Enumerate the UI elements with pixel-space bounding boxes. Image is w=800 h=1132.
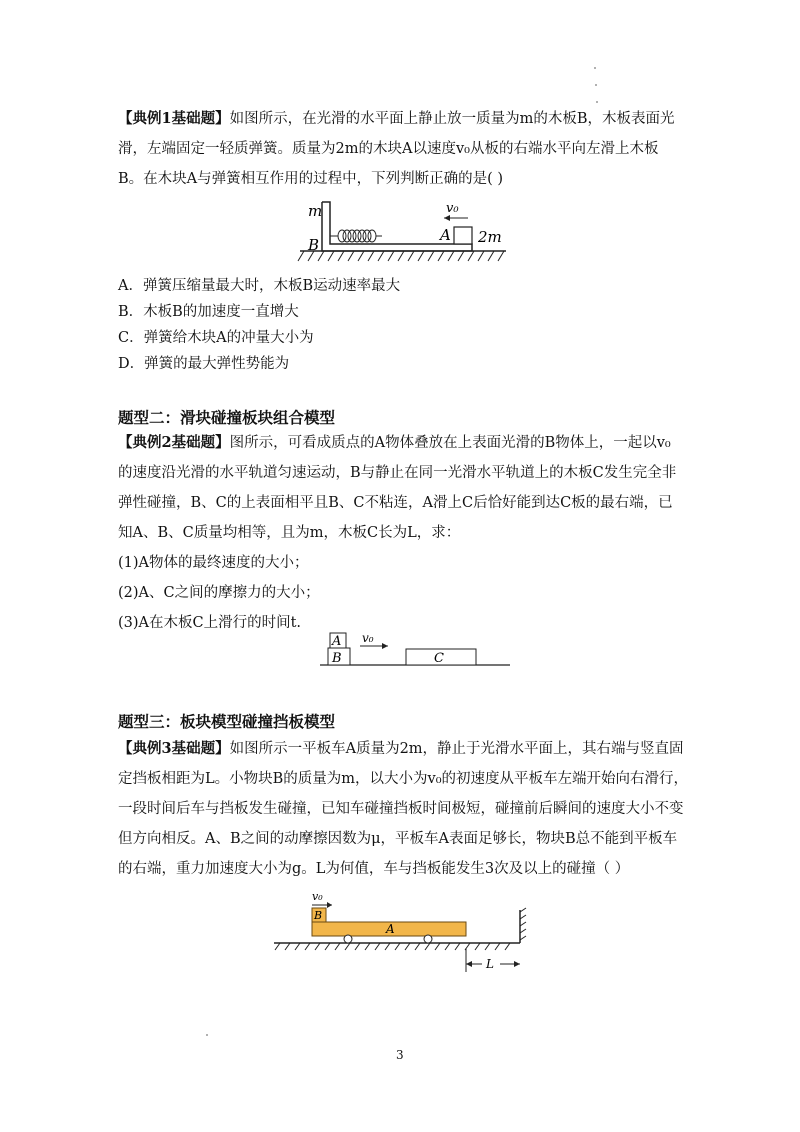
label-c: C	[434, 651, 444, 666]
ex1-paragraph	[118, 104, 678, 194]
ex2-line2: 的速度沿光滑的水平轨道匀速运动，B与静止在同一光滑水平轨道上的木板C发生完全非	[118, 465, 677, 481]
ex2-paragraph	[118, 428, 678, 638]
ex1-tag: 【典例1基础题】	[118, 110, 230, 127]
ex1-option-d: D．弹簧的最大弹性势能为	[118, 356, 290, 372]
decor-dot	[594, 67, 596, 69]
label-b3: B	[314, 909, 323, 922]
section2-title: 题型二：滑块碰撞板块组合模型	[118, 408, 336, 427]
ex2-line1: 图所示，可看成质点的A物体叠放在上表面光滑的B物体上，一起以v₀	[229, 435, 671, 451]
arrow-right-icon	[382, 643, 388, 649]
ex3-tag: 【典例3基础题】	[118, 740, 230, 757]
ex2-q1: (1)A物体的最终速度的大小；	[118, 555, 309, 571]
label-b2: B	[332, 651, 342, 666]
ex2-q2: (2)A、C之间的摩擦力的大小；	[118, 585, 320, 601]
wheel	[424, 935, 432, 943]
page-number: 3	[396, 1048, 404, 1062]
ex2-figure	[320, 630, 520, 670]
label-a: A	[440, 226, 451, 244]
decor-dot	[595, 84, 597, 86]
section3-title: 题型三：板块模型碰撞挡板模型	[118, 712, 336, 731]
ex1-figure	[298, 198, 518, 268]
arrow-right-icon	[327, 902, 332, 908]
ex3-figure	[270, 888, 540, 973]
label-m: m	[308, 202, 323, 220]
ex3-paragraph	[118, 734, 689, 884]
ex1-line2: 滑，左端固定一轻质弹簧。质量为2m的木块A以速度v₀从板的右端水平向左滑上木板	[118, 141, 659, 157]
label-l: L	[486, 957, 494, 971]
ex2-line4: 知A、B、C质量均相等，且为m，木板C长为L，求：	[118, 525, 461, 541]
label-v0-2: v₀	[362, 631, 374, 645]
label-v0-3: v₀	[312, 890, 323, 903]
ex2-tag: 【典例2基础题】	[118, 434, 230, 451]
ex3-line4: 但方向相反。A、B之间的动摩擦因数为μ，平板车A表面足够长，物块B总不能到平板车	[118, 831, 678, 847]
ex1-option-c: C．弹簧给木块A的冲量大小为	[118, 330, 314, 346]
ex3-line5: 的右端，重力加速度大小为g。L为何值，车与挡板能发生3次及以上的碰撞（ ）	[118, 861, 630, 877]
ex2-q3: (3)A在木板C上滑行的时间t.	[118, 615, 302, 631]
ex1-option-b: B．木板B的加速度一直增大	[118, 304, 299, 320]
decor-dot	[206, 1034, 208, 1036]
label-a3: A	[386, 922, 395, 936]
label-v0: v₀	[446, 201, 459, 216]
ex1-line1: 如图所示，在光滑的水平面上静止放一质量为m的木板B，木板表面光	[229, 111, 675, 127]
ex1-line3: B。在木块A与弹簧相互作用的过程中，下列判断正确的是( )	[118, 171, 504, 187]
ex3-line2: 定挡板相距为L。小物块B的质量为m，以大小为v₀的初速度从平板车左端开始向右滑行，	[118, 771, 689, 787]
ex1-option-a: A．弹簧压缩量最大时，木板B运动速率最大	[118, 278, 401, 294]
ex2-line3: 弹性碰撞，B、C的上表面相平且B、C不粘连，A滑上C后恰好能到达C板的最右端，已	[118, 495, 673, 511]
label-2m: 2m	[478, 228, 502, 246]
label-a2: A	[332, 634, 342, 649]
spring	[330, 230, 382, 242]
label-b: B	[308, 236, 320, 254]
ex3-line3: 一段时间后车与挡板发生碰撞，已知车碰撞挡板时间极短，碰撞前后瞬间的速度大小不变	[118, 801, 684, 817]
ex3-line1: 如图所示一平板车A质量为2m，静止于光滑水平面上，其右端与竖直固	[229, 741, 684, 757]
wheel	[344, 935, 352, 943]
decor-dot	[596, 101, 598, 103]
block-a	[454, 227, 472, 244]
